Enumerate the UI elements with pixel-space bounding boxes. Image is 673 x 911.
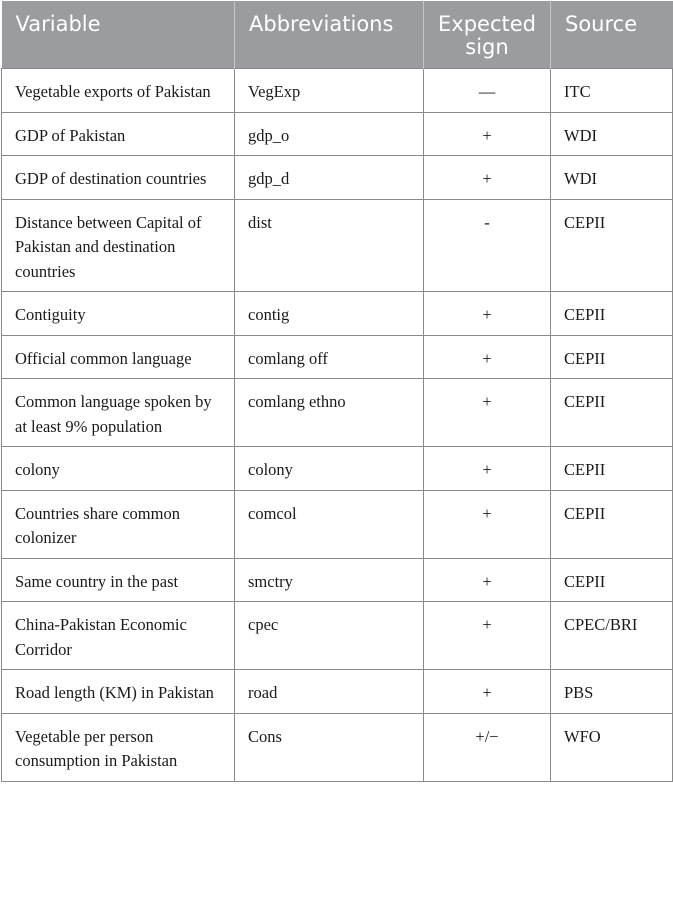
cell-source: WDI (551, 112, 673, 156)
cell-expected-sign: — (424, 69, 551, 113)
cell-abbreviation: Cons (235, 713, 424, 781)
header-abbreviations: Abbreviations (235, 1, 424, 69)
table-row (2, 112, 673, 156)
cell-variable: Countries share common colonizer (2, 490, 235, 558)
table-row (2, 447, 673, 491)
cell-abbreviation: dist (235, 199, 424, 292)
cell-abbreviation: gdp_o (235, 112, 424, 156)
table-row (2, 335, 673, 379)
cell-abbreviation: cpec (235, 602, 424, 670)
header-source: Source (551, 1, 673, 69)
cell-variable: Vegetable per person consumption in Pakistan (2, 713, 235, 781)
cell-expected-sign: + (424, 112, 551, 156)
cell-abbreviation: comcol (235, 490, 424, 558)
cell-expected-sign: + (424, 156, 551, 200)
table-row (2, 558, 673, 602)
table-row (2, 156, 673, 200)
cell-abbreviation: colony (235, 447, 424, 491)
cell-variable: Official common language (2, 335, 235, 379)
table-row (2, 379, 673, 447)
cell-expected-sign: + (424, 447, 551, 491)
cell-abbreviation: comlang ethno (235, 379, 424, 447)
cell-source: CPEC/BRI (551, 602, 673, 670)
cell-source: CEPII (551, 379, 673, 447)
cell-variable: Road length (KM) in Pakistan (2, 670, 235, 714)
cell-expected-sign: +/− (424, 713, 551, 781)
cell-abbreviation: smctry (235, 558, 424, 602)
table-row (2, 670, 673, 714)
table-row (2, 292, 673, 336)
table-body (2, 69, 673, 782)
cell-abbreviation: VegExp (235, 69, 424, 113)
variables-table (1, 1, 673, 782)
cell-source: ITC (551, 69, 673, 113)
cell-source: CEPII (551, 558, 673, 602)
header-variable: Variable (2, 1, 235, 69)
cell-abbreviation: road (235, 670, 424, 714)
header-expected-sign: Expected sign (424, 1, 551, 69)
table-row (2, 199, 673, 292)
cell-variable: Vegetable exports of Pakistan (2, 69, 235, 113)
cell-source: CEPII (551, 292, 673, 336)
cell-variable: Distance between Capital of Pakistan and destination countries (2, 199, 235, 292)
cell-expected-sign: - (424, 199, 551, 292)
header-row (2, 1, 673, 69)
cell-expected-sign: + (424, 490, 551, 558)
cell-variable: Same country in the past (2, 558, 235, 602)
cell-source: CEPII (551, 490, 673, 558)
cell-expected-sign: + (424, 292, 551, 336)
table-header (2, 1, 673, 69)
cell-source: WFO (551, 713, 673, 781)
cell-variable: colony (2, 447, 235, 491)
cell-source: CEPII (551, 447, 673, 491)
cell-expected-sign: + (424, 558, 551, 602)
cell-abbreviation: contig (235, 292, 424, 336)
cell-source: PBS (551, 670, 673, 714)
cell-expected-sign: + (424, 670, 551, 714)
cell-variable: China-Pakistan Economic Corridor (2, 602, 235, 670)
cell-abbreviation: comlang off (235, 335, 424, 379)
cell-source: CEPII (551, 335, 673, 379)
table-row (2, 490, 673, 558)
cell-variable: Contiguity (2, 292, 235, 336)
cell-variable: Common language spoken by at least 9% population (2, 379, 235, 447)
table-row (2, 69, 673, 113)
table-row (2, 713, 673, 781)
cell-variable: GDP of Pakistan (2, 112, 235, 156)
cell-source: CEPII (551, 199, 673, 292)
cell-expected-sign: + (424, 602, 551, 670)
cell-source: WDI (551, 156, 673, 200)
cell-variable: GDP of destination countries (2, 156, 235, 200)
table-row (2, 602, 673, 670)
cell-expected-sign: + (424, 335, 551, 379)
cell-abbreviation: gdp_d (235, 156, 424, 200)
cell-expected-sign: + (424, 379, 551, 447)
